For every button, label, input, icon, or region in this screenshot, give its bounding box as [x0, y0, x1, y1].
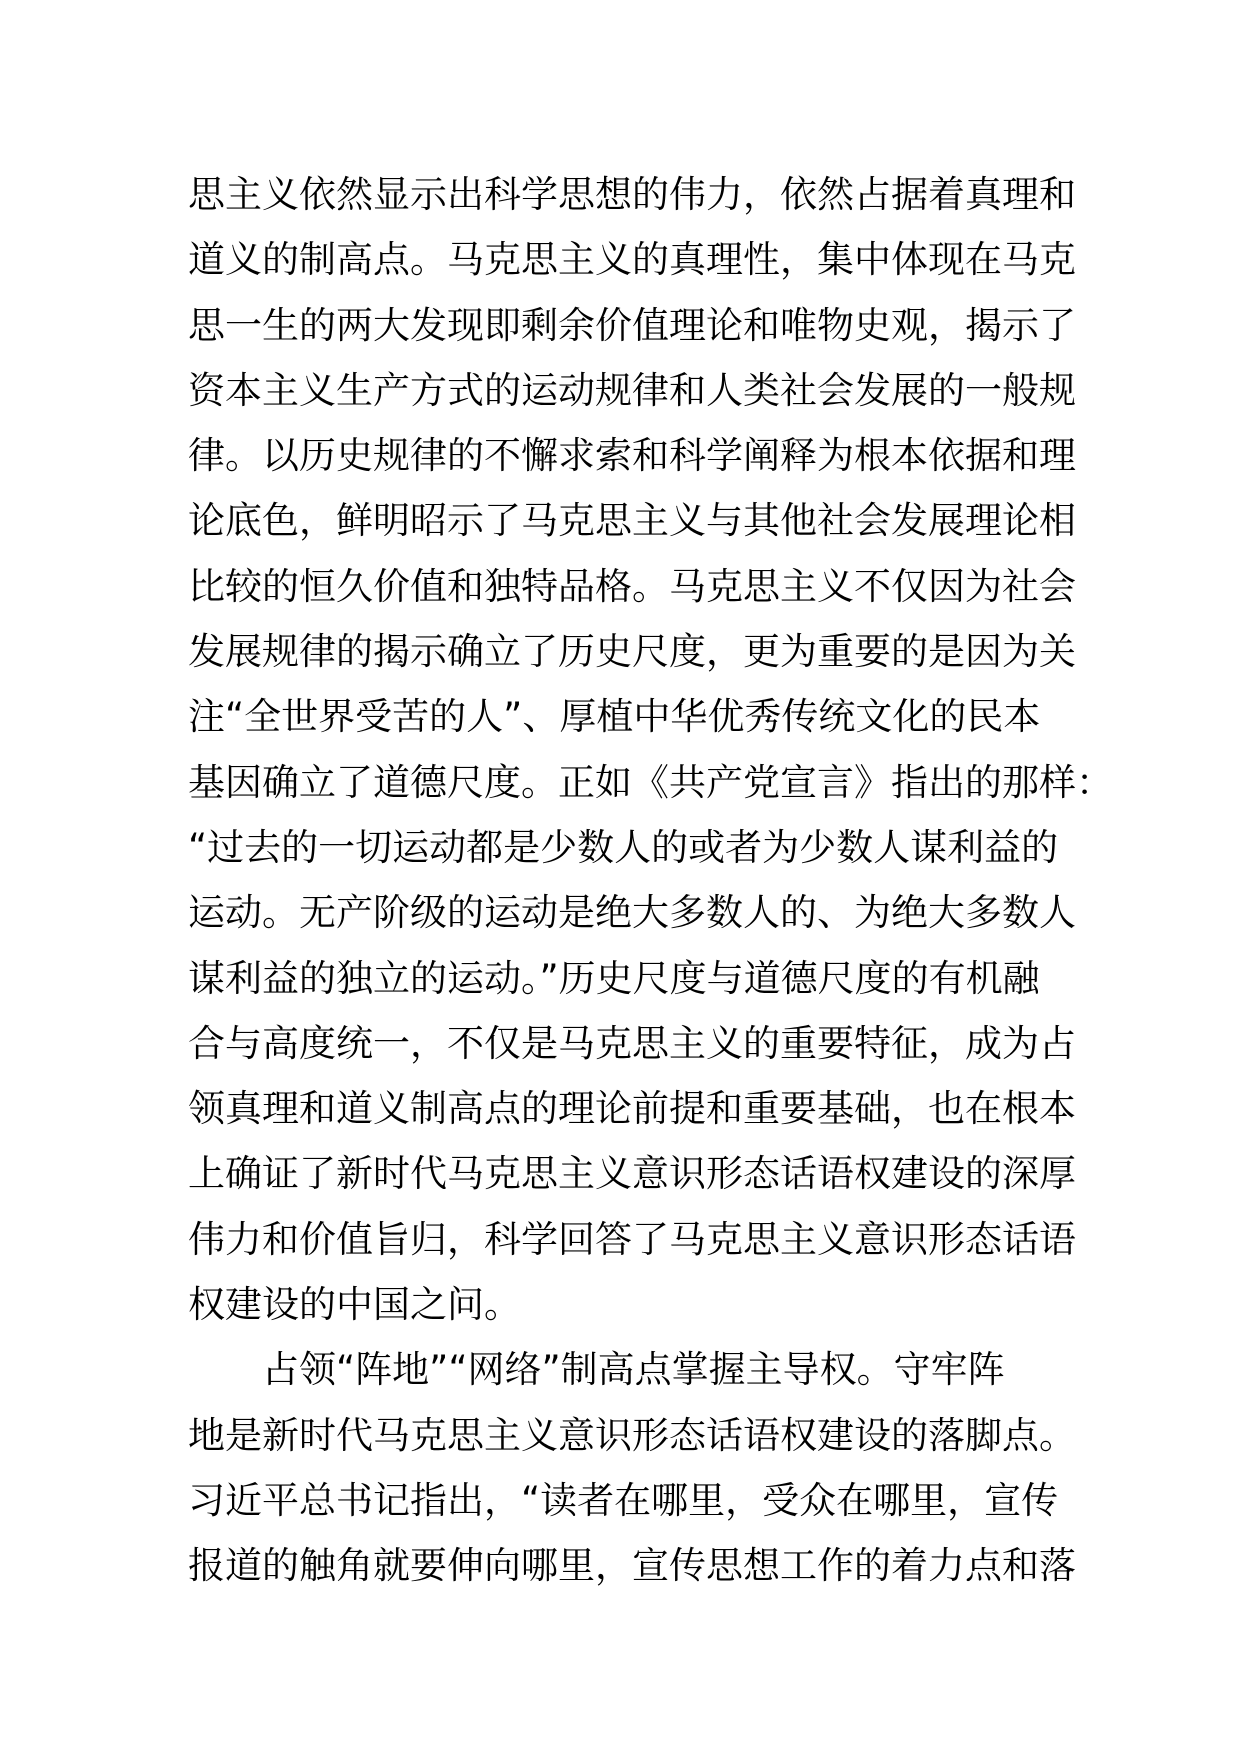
text-line: 习近平总书记指出，“读者在哪里，受众在哪里，宣传	[188, 1478, 1059, 1522]
paragraph-heading-line: 占领“阵地”“网络”制高点掌握主导权。守牢阵	[262, 1348, 1005, 1392]
text-line: 谋利益的独立的运动。”历史尺度与道德尺度的有机融	[188, 956, 1040, 1000]
text-line: 注“全世界受苦的人”、厚植中华优秀传统文化的民本	[188, 695, 1041, 739]
text-line: 合与高度统一，不仅是马克思主义的重要特征，成为占	[188, 1021, 1076, 1065]
text-line: 基因确立了道德尺度。正如《共产党宣言》指出的那样：	[188, 760, 1113, 804]
text-line: 论底色，鲜明昭示了马克思主义与其他社会发展理论相	[188, 499, 1076, 543]
text-line: 上确证了新时代马克思主义意识形态话语权建设的深厚	[188, 1152, 1076, 1196]
text-line: 地是新时代马克思主义意识形态话语权建设的落脚点。	[188, 1413, 1076, 1457]
text-line: 道义的制高点。马克思主义的真理性，集中体现在马克	[188, 238, 1076, 282]
text-line: 权建设的中国之问。	[188, 1283, 521, 1327]
text-line: 领真理和道义制高点的理论前提和重要基础，也在根本	[188, 1087, 1076, 1131]
text-line: 伟力和价值旨归，科学回答了马克思主义意识形态话语	[188, 1217, 1076, 1261]
text-line: 比较的恒久价值和独特品格。马克思主义不仅因为社会	[188, 564, 1076, 608]
text-line: 思主义依然显示出科学思想的伟力，依然占据着真理和	[188, 173, 1076, 216]
text-line: 律。以历史规律的不懈求索和科学阐释为根本依据和理	[188, 434, 1076, 478]
text-line: 发展规律的揭示确立了历史尺度，更为重要的是因为关	[188, 630, 1076, 674]
text-line: “过去的一切运动都是少数人的或者为少数人谋利益的	[188, 825, 1059, 869]
text-line: 资本主义生产方式的运动规律和人类社会发展的一般规	[188, 368, 1076, 412]
text-line: 报道的触角就要伸向哪里，宣传思想工作的着力点和落	[188, 1544, 1076, 1588]
text-line: 思一生的两大发现即剩余价值理论和唯物史观，揭示了	[188, 303, 1076, 347]
body-text	[188, 162, 1113, 1599]
text-line: 运动。无产阶级的运动是绝大多数人的、为绝大多数人	[188, 891, 1076, 935]
